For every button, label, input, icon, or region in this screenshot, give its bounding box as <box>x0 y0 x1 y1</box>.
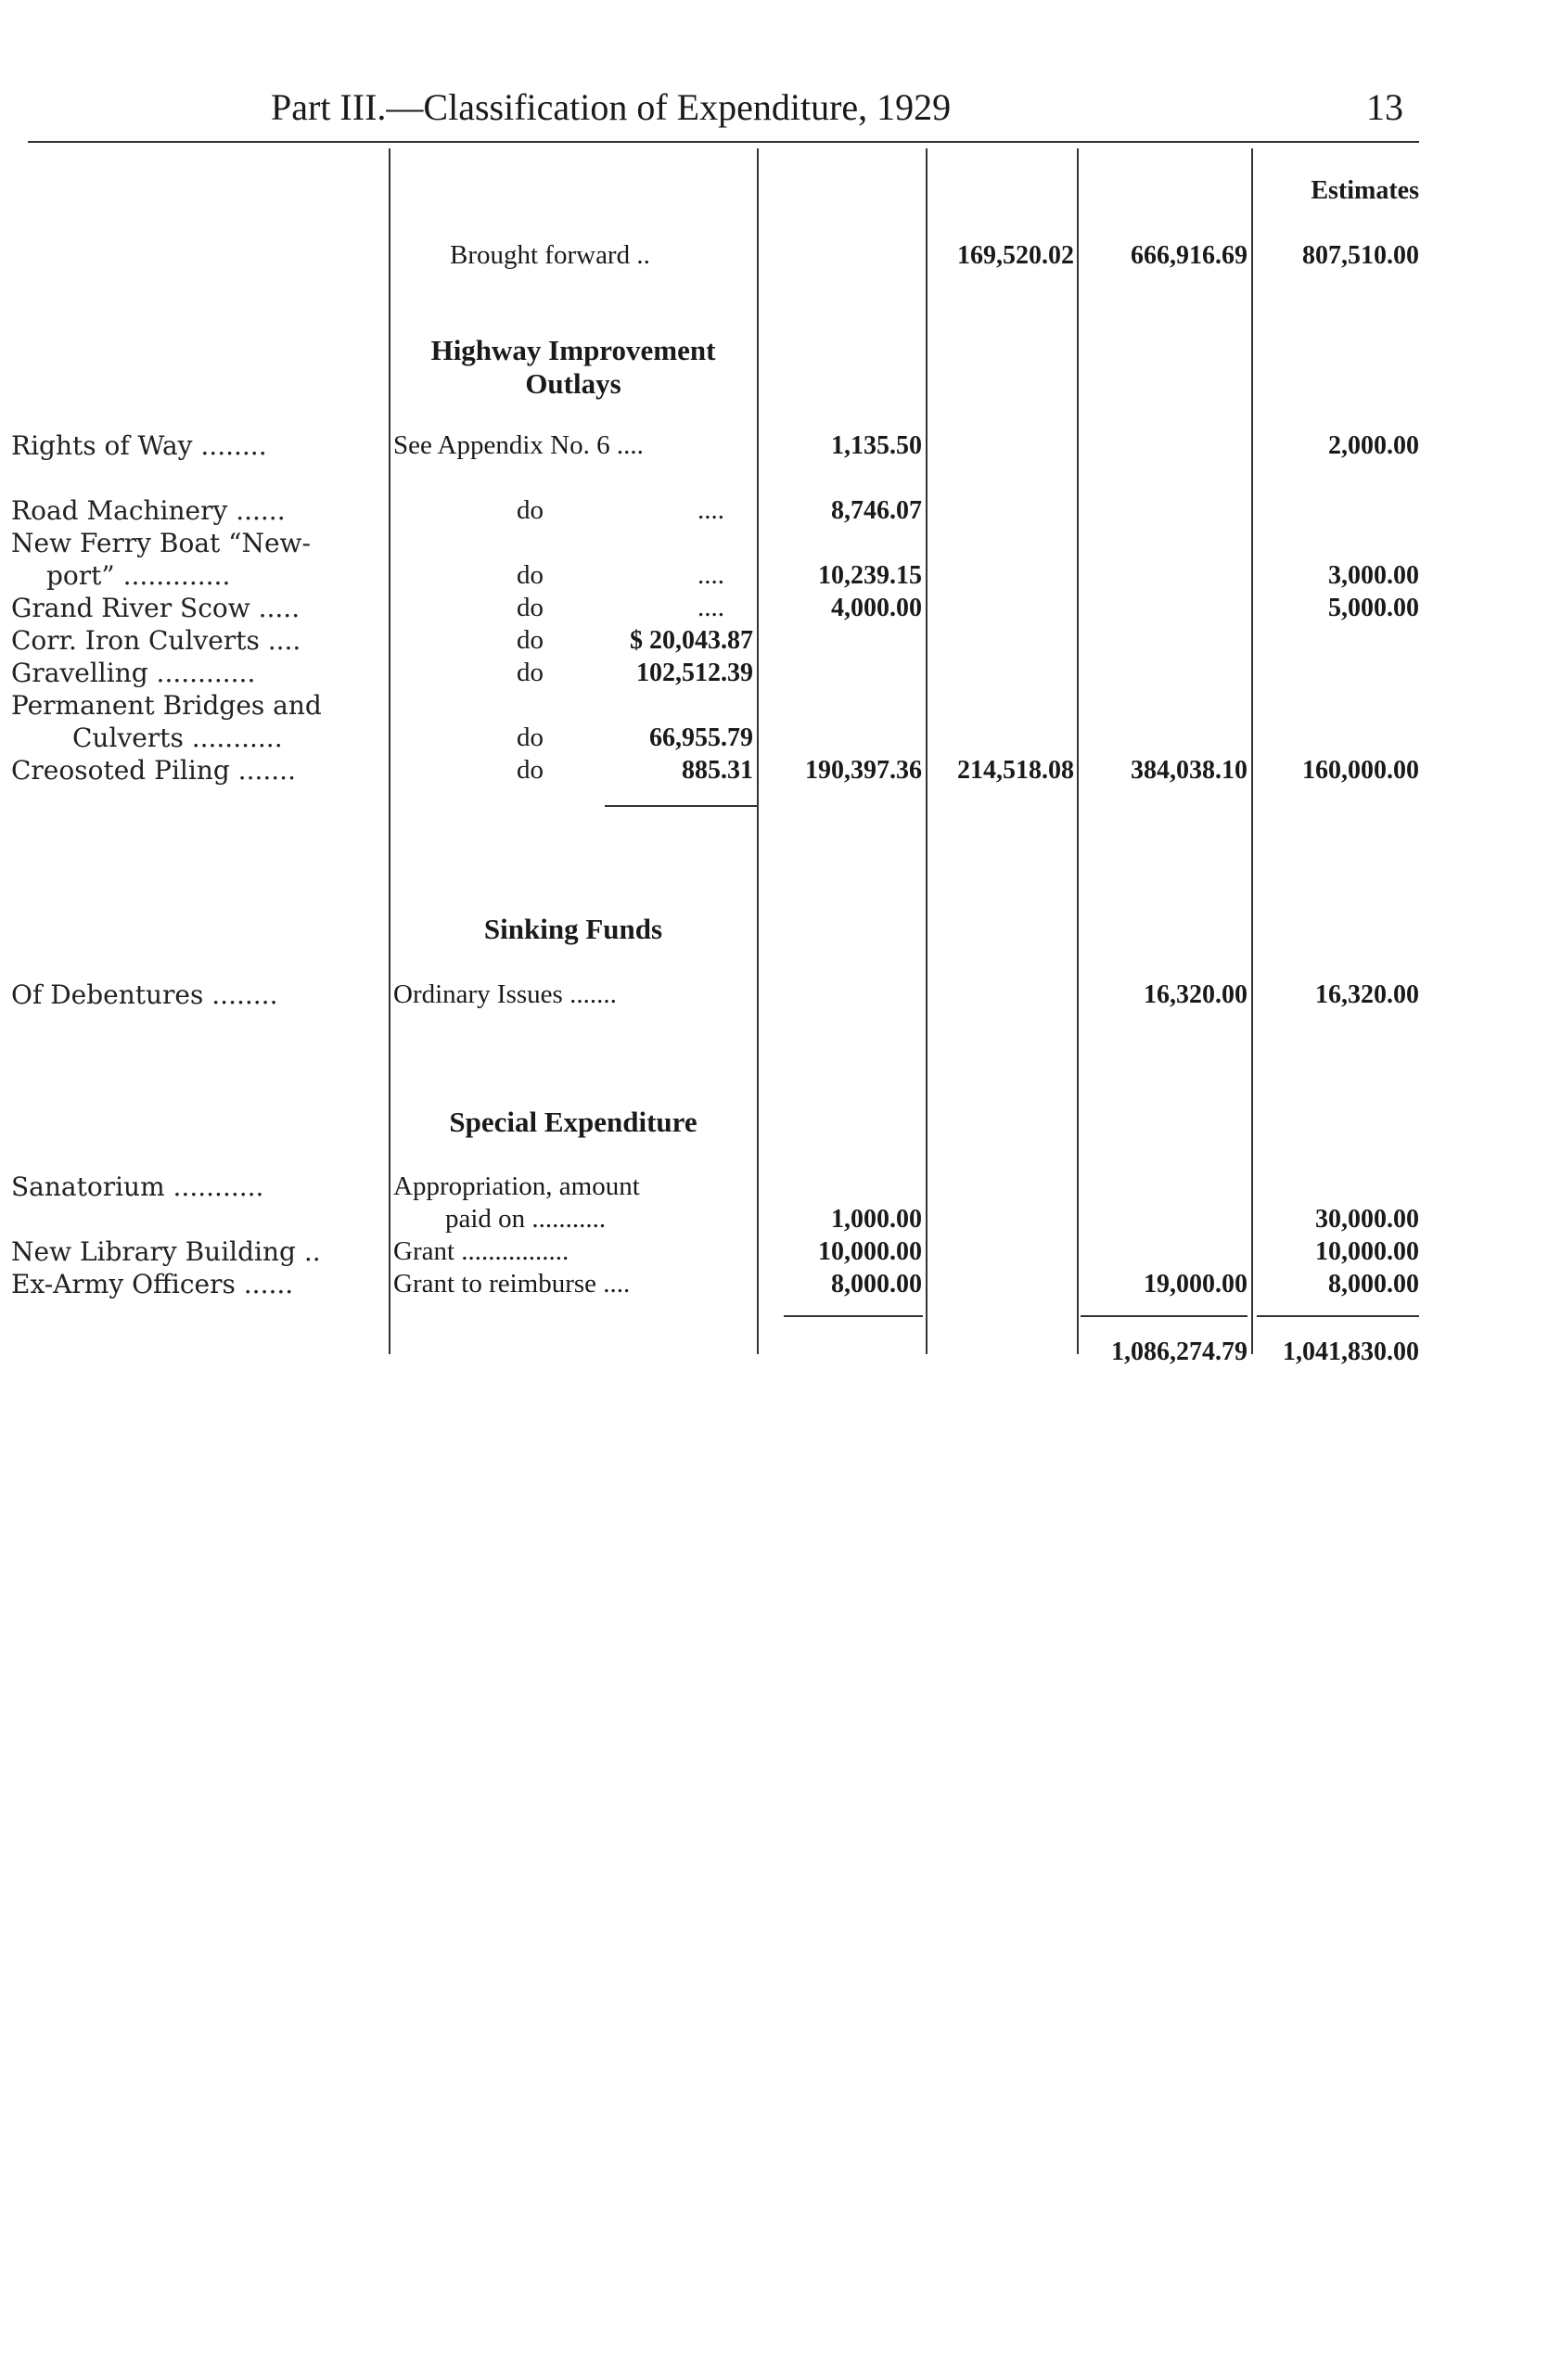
item-description: Ordinary Issues ....... <box>393 979 617 1009</box>
item-label: Sanatorium ........... <box>11 1171 264 1202</box>
item-description: do <box>517 658 544 687</box>
section-heading-highway-line2: Outlays <box>525 367 621 400</box>
amount-col2: 1,000.00 <box>831 1205 922 1234</box>
amount-col2: 8,000.00 <box>831 1270 922 1299</box>
column-rule <box>1077 148 1079 1354</box>
item-description-cont: paid on ........... <box>445 1204 607 1234</box>
item-description: Grant ................ <box>393 1236 569 1266</box>
total-rule <box>1081 1315 1248 1317</box>
amount-col5: 30,000.00 <box>1315 1205 1419 1234</box>
brought-forward-col3: 169,520.02 <box>957 241 1074 270</box>
item-description: do <box>517 723 544 752</box>
item-label: Permanent Bridges and <box>11 690 322 721</box>
item-description: do <box>517 495 544 525</box>
leader-dots: .... <box>697 495 724 525</box>
item-label-cont: port” ............. <box>46 560 231 591</box>
item-description: See Appendix No. 6 .... <box>393 430 644 460</box>
total-rule <box>1257 1315 1419 1317</box>
item-label: Road Machinery ...... <box>11 495 286 526</box>
subtotal-rule <box>605 805 757 807</box>
amount-col2: 4,000.00 <box>831 594 922 622</box>
amount-col2: 8,746.07 <box>831 496 922 525</box>
amount-col5: 3,000.00 <box>1328 561 1419 590</box>
leader-dots: .... <box>697 560 724 590</box>
amount-col5: 16,320.00 <box>1315 980 1419 1009</box>
brought-forward-col5: 807,510.00 <box>1302 241 1419 270</box>
amount-col5: 8,000.00 <box>1328 1270 1419 1299</box>
estimates-header: Estimates <box>1311 176 1419 205</box>
amount-col5: 10,000.00 <box>1315 1237 1419 1266</box>
amount-col3: 214,518.08 <box>957 756 1074 785</box>
page-number: 13 <box>1366 86 1403 128</box>
amount-col5: 160,000.00 <box>1302 756 1419 785</box>
item-label: Ex-Army Officers ...... <box>11 1269 294 1299</box>
section-heading-special: Special Expenditure <box>449 1106 697 1138</box>
item-label: New Ferry Boat “New- <box>11 528 311 558</box>
total-col4: 1,086,274.79 <box>1111 1337 1248 1366</box>
page-title: Part III.—Classification of Expenditure, 1929 <box>271 86 952 128</box>
amount-col1: 102,512.39 <box>636 659 753 687</box>
item-label: Corr. Iron Culverts .... <box>11 625 301 656</box>
column-rule <box>757 148 759 1354</box>
amount-col1: 885.31 <box>682 756 753 785</box>
header-rule <box>28 141 1419 143</box>
item-label: New Library Building .. <box>11 1236 321 1267</box>
amount-col4: 384,038.10 <box>1131 756 1248 785</box>
column-rule <box>389 148 390 1354</box>
item-label: Rights of Way ........ <box>11 430 267 461</box>
item-label: Gravelling ............ <box>11 658 256 688</box>
amount-col4: 19,000.00 <box>1144 1270 1248 1299</box>
section-heading-highway: Highway Improvement <box>430 334 716 366</box>
amount-col2: 190,397.36 <box>805 756 922 785</box>
amount-col1: $ 20,043.87 <box>630 626 753 655</box>
brought-forward-label: Brought forward .. <box>450 240 650 270</box>
amount-col4: 16,320.00 <box>1144 980 1248 1009</box>
column-rule <box>926 148 928 1354</box>
amount-col2: 1,135.50 <box>831 431 922 460</box>
item-label: Of Debentures ........ <box>11 979 278 1010</box>
section-heading-sinking: Sinking Funds <box>483 913 663 945</box>
item-label: Grand River Scow ..... <box>11 593 301 623</box>
amount-col2: 10,000.00 <box>818 1237 922 1266</box>
total-col5: 1,041,830.00 <box>1283 1337 1419 1366</box>
total-rule <box>784 1315 923 1317</box>
column-rule <box>1251 148 1253 1354</box>
amount-col2: 10,239.15 <box>818 561 922 590</box>
item-description: do <box>517 625 544 655</box>
item-description: do <box>517 593 544 622</box>
brought-forward-col4: 666,916.69 <box>1131 241 1248 270</box>
leader-dots: .... <box>697 593 724 622</box>
amount-col5: 5,000.00 <box>1328 594 1419 622</box>
item-description: do <box>517 560 544 590</box>
amount-col5: 2,000.00 <box>1328 431 1419 460</box>
item-description: do <box>517 755 544 785</box>
item-description: Appropriation, amount <box>393 1171 640 1201</box>
amount-col1: 66,955.79 <box>649 723 753 752</box>
item-label: Creosoted Piling ....... <box>11 755 296 786</box>
item-description: Grant to reimburse .... <box>393 1269 631 1299</box>
item-label-cont: Culverts ........... <box>72 723 283 753</box>
